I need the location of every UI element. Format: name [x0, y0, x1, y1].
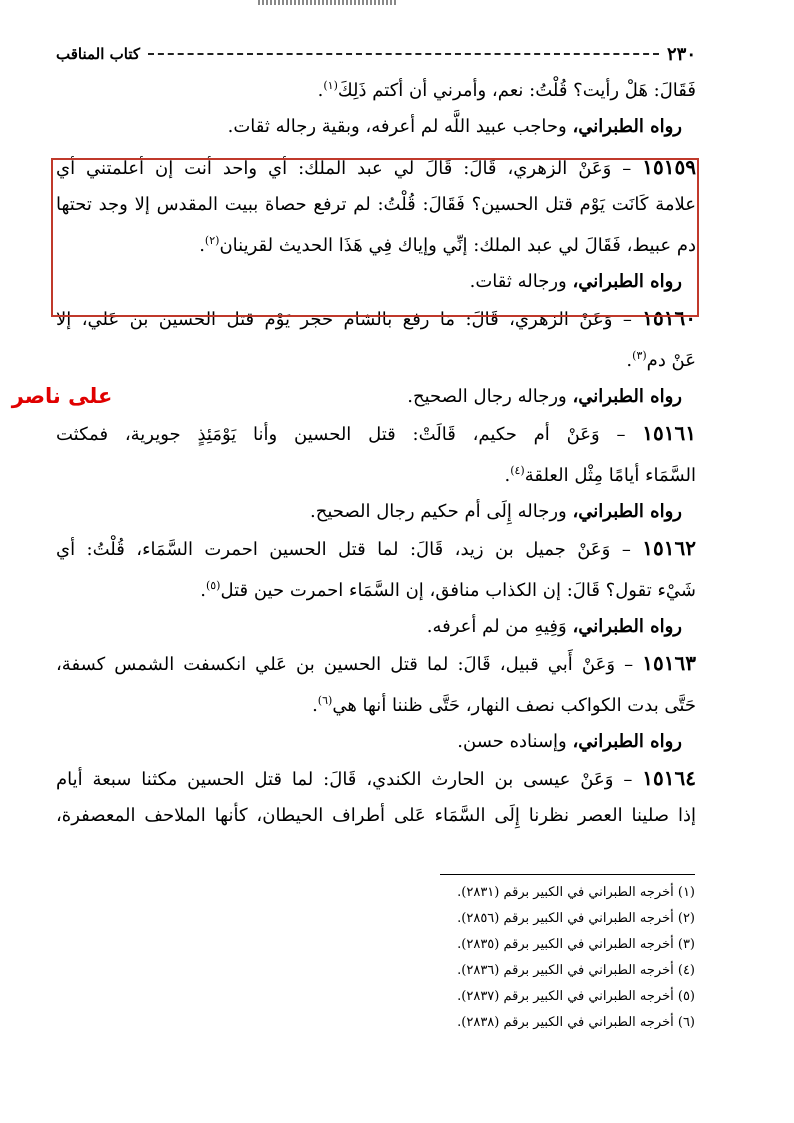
- hadith-15162-line-1: ١٥١٦٢ – وَعَنْ جميل بن زيد، قَالَ: لما قتل الحسين احمرت السَّمَاء، قُلْتُ: أي: [56, 536, 696, 560]
- narrator: رواه الطبراني،: [572, 116, 682, 137]
- footnote-divider: [440, 874, 695, 875]
- footnote: (٤) أخرجه الطبراني في الكبير برقم (٢٨٣٦).: [457, 963, 695, 978]
- hadith-15160-line-1: ١٥١٦٠ – وَعَنْ الزهري، قَالَ: مَا رفع بالشام حجر يَوْم قتل الحسين بن عَلي، إلا: [56, 306, 696, 330]
- hadith-15159-line-2: علامة كَانَت يَوْم قتل الحسين؟ فَقَالَ: قُلْتُ: لم ترفع حصاة ببيت المقدس إلا وجد تحتها: [56, 194, 696, 215]
- hadith-15160-line-2: عَنْ دم$^{(٣)}$.: [626, 349, 696, 371]
- hadith-15162-grade: رواه الطبراني، وَفِيهِ من لم أعرفه.: [426, 616, 682, 637]
- hadith-number: ١٥١٦١: [642, 421, 696, 445]
- hadith-15160-grade: رواه الطبراني، ورجاله رجال الصحيح.: [407, 386, 682, 407]
- running-header: [56, 40, 696, 68]
- hadith-number: ١٥١٦٢: [642, 536, 696, 560]
- hadith-15162-line-2: شَيْء تقول؟ قَالَ: إن الكذاب منافق، إن السَّمَاء احمرت حين قتل$^{(٥)}$.: [200, 579, 696, 601]
- hadith-15159-grade: رواه الطبراني، ورجاله ثقات.: [469, 271, 682, 292]
- footnote: (٥) أخرجه الطبراني في الكبير برقم (٢٨٣٧).: [457, 989, 695, 1004]
- book-title: كتاب المناقب: [56, 45, 140, 63]
- hadith-15163-line-1: ١٥١٦٣ – وَعَنْ أَبي قبيل، قَالَ: لما قتل الحسين بن عَلي انكسفت الشمس كسفة،: [56, 651, 696, 675]
- hadith-15161-grade: رواه الطبراني، ورجاله إِلَى أم حكيم رجال الصحيح.: [310, 501, 682, 522]
- hadith-number: ١٥١٥٩: [642, 155, 696, 179]
- highlight-box: [51, 158, 699, 317]
- hadith-15163-line-2: حَتَّى بدت الكواكب نصف النهار، حَتَّى ظننا أنها هي$^{(٦)}$.: [312, 694, 696, 716]
- footnote: (٦) أخرجه الطبراني في الكبير برقم (٢٨٣٨).: [457, 1015, 695, 1030]
- hadith-15164-line-2: إذا صلينا العصر نظرنا إِلَى السَّمَاء عَلى أطراف الحيطان، كأنها الملاحف المعصفرة،: [56, 805, 696, 826]
- hadith-number: ١٥١٦٤: [642, 766, 696, 790]
- footnote-ref: (١): [323, 79, 338, 92]
- header-dashed-rule: [148, 53, 659, 55]
- hadith-15161-line-2: السَّمَاء أيامًا مِثْل العلقة$^{(٤)}$.: [504, 464, 696, 486]
- hadith-15163-grade: رواه الطبراني، وإسناده حسن.: [457, 731, 682, 752]
- hadith-number: ١٥١٦٠: [642, 306, 696, 330]
- page-number: ٢٣٠: [666, 43, 696, 65]
- hadith-number: ١٥١٦٣: [642, 651, 696, 675]
- footnote: (١) أخرجه الطبراني في الكبير برقم (٢٨٣١).: [457, 885, 695, 900]
- footnotes: [300, 880, 695, 1036]
- footnote: (٣) أخرجه الطبراني في الكبير برقم (٢٨٣٥).: [457, 937, 695, 952]
- text-line: رواه الطبراني، وحاجب عبيد اللَّه لم أعرفه، وبقية رجاله ثقات.: [227, 116, 682, 137]
- hadith-15159-line-1: ١٥١٥٩ – وَعَنْ الزهري، قَالَ: قَالَ لي عبد الملك: أي واحد أنت إن أعلمتني أي: [56, 155, 696, 179]
- watermark-stamp: على ناصر: [11, 384, 113, 408]
- text-line: فَقَالَ: هَلْ رأيت؟ قُلْتُ: نعم، وأمرني أن أكتم ذَلِكَ$^{(١)}$.: [317, 79, 696, 101]
- footnote: (٢) أخرجه الطبراني في الكبير برقم (٢٨٥٦).: [457, 911, 695, 926]
- scan-artifact: [258, 0, 398, 5]
- hadith-15161-line-1: ١٥١٦١ – وَعَنْ أم حكيم، قَالَتْ: قتل الحسين وأنا يَوْمَئِذٍ جويرية، فمكثت: [56, 421, 696, 445]
- hadith-15164-line-1: ١٥١٦٤ – وَعَنْ عيسى بن الحارث الكندي، قَالَ: لما قتل الحسين مكثنا سبعة أيام: [56, 766, 696, 790]
- hadith-15159-line-3: دم عبيط، فَقَالَ لي عبد الملك: إنِّي وإياك فِي هَذَا الحديث لقرينان$^{(٢)}$.: [199, 234, 696, 256]
